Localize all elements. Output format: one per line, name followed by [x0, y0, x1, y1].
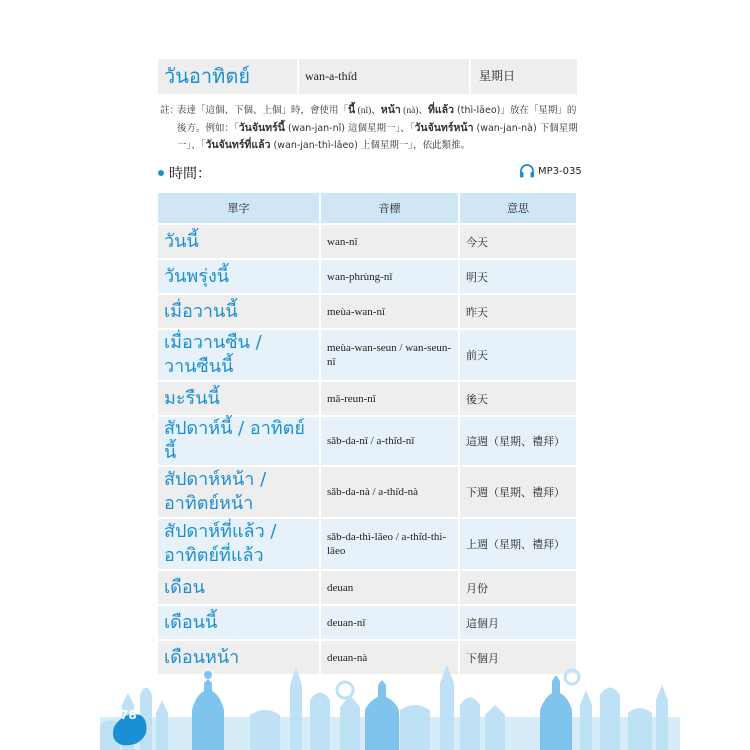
- table-row: [158, 259, 577, 294]
- row-word: สัปดาห์หน้า / อาทิตย์หน้า: [158, 466, 320, 518]
- footer-left-figure: [192, 671, 224, 750]
- note-reading: (nà)、: [400, 106, 428, 116]
- note-reading: (wan-jan-thì-lāeo) 上個星期一」，依此類推。: [270, 140, 471, 151]
- row-reading: meùa-wan-seun / wan-seun-nǐ: [320, 329, 459, 381]
- note-reading: (wan-jan-nà) 下個星期一」、「: [177, 123, 578, 151]
- row-reading: wan-nǐ: [320, 224, 459, 259]
- note-thai-word: หน้า: [380, 104, 401, 116]
- top-row-word: วันอาทิตย์: [164, 64, 251, 88]
- row-meaning: 今天: [459, 224, 577, 259]
- header-reading: 音標: [320, 193, 459, 224]
- headphones-icon: [519, 164, 535, 178]
- thai-temple-silhouette: [100, 655, 680, 750]
- table-row: [158, 518, 577, 570]
- row-meaning: 這個月: [459, 605, 577, 640]
- top-row-reading: wan-a-thi̍d: [297, 59, 469, 94]
- row-reading: wan-phrùng-nǐ: [320, 259, 459, 294]
- section-title-text: 時間：: [169, 166, 211, 182]
- row-reading: deuan-nà: [320, 640, 459, 675]
- table-row: [158, 570, 577, 605]
- table-row: [158, 224, 577, 259]
- row-word: สัปดาห์ที่แล้ว / อาทิตย์ที่แล้ว: [158, 518, 320, 570]
- note-thai-word: ที่แล้ว: [427, 104, 454, 116]
- row-reading: sǎb-da-thì-lāeo / a-thi̍d-thì-lāeo: [320, 518, 459, 570]
- section-title: [158, 163, 211, 183]
- vocabulary-table: [158, 193, 578, 676]
- footer-right-figure: [540, 675, 572, 750]
- table-row: [158, 381, 577, 416]
- footer-center-figure: [365, 680, 399, 750]
- note-reading: (thì-lāeo)」放在「星期」的後方。例如：「: [177, 105, 577, 134]
- row-word: วันนี้: [158, 224, 320, 259]
- top-vocab-row: [158, 59, 577, 94]
- row-reading: deuan: [320, 570, 459, 605]
- row-meaning: 下個月: [459, 640, 577, 675]
- table-row: [158, 329, 577, 381]
- row-meaning: 前天: [459, 329, 577, 381]
- note-thai-word: วันจันทร์ที่แล้ว: [205, 139, 271, 151]
- row-word: วันพรุ่งนี้: [158, 259, 320, 294]
- header-word: 單字: [158, 193, 320, 224]
- row-word: เดือนนี้: [158, 605, 320, 640]
- row-word: มะรืนนี้: [158, 381, 320, 416]
- audio-track-label[interactable]: [519, 164, 582, 178]
- note-reading: (wan-jan-nǐ) 這個星期一」、「: [284, 123, 415, 134]
- row-word: เดือน: [158, 570, 320, 605]
- note-thai-word: วันจันทร์นี้: [238, 122, 285, 134]
- table-row: [158, 294, 577, 329]
- row-word: เดือนหน้า: [158, 640, 320, 675]
- row-meaning: 後天: [459, 381, 577, 416]
- note-paragraph: [160, 102, 580, 154]
- bullet-icon: [158, 170, 164, 176]
- row-reading: deuan-nǐ: [320, 605, 459, 640]
- note-prefix: 註：: [160, 105, 180, 116]
- table-header-row: [158, 193, 577, 224]
- table-row: [158, 466, 577, 518]
- note-body: [177, 102, 580, 154]
- note-text: 表達「這個、下個、上個」時，會使用「: [177, 105, 349, 116]
- row-meaning: 下週（星期、禮拜）: [459, 466, 577, 518]
- row-reading: meùa-wan-nǐ: [320, 294, 459, 329]
- row-word: เมื่อวานซืน / วานซืนนี้: [158, 329, 320, 381]
- table-row: [158, 605, 577, 640]
- footer-right-cluster: [400, 665, 505, 750]
- row-reading: sǎb-da-nǐ / a-thi̍d-nǐ: [320, 416, 459, 466]
- audio-track-code: MP3-035: [538, 165, 582, 177]
- row-reading: sǎb-da-nà / a-thi̍d-nà: [320, 466, 459, 518]
- row-meaning: 明天: [459, 259, 577, 294]
- note-thai-word: นี้: [348, 104, 356, 116]
- table-row: [158, 416, 577, 466]
- header-meaning: 意思: [459, 193, 577, 224]
- top-row-meaning: 星期日: [469, 59, 577, 94]
- page-number: 78: [120, 708, 137, 722]
- row-word: เมื่อวานนี้: [158, 294, 320, 329]
- note-thai-word: วันจันทร์หน้า: [414, 122, 474, 134]
- row-meaning: 這週（星期、禮拜）: [459, 416, 577, 466]
- note-reading: (nǐ)、: [355, 106, 381, 116]
- row-word: สัปดาห์นี้ / อาทิตย์นี้: [158, 416, 320, 466]
- row-meaning: 月份: [459, 570, 577, 605]
- row-reading: mā-reun-nǐ: [320, 381, 459, 416]
- row-meaning: 上週（星期、禮拜）: [459, 518, 577, 570]
- row-meaning: 昨天: [459, 294, 577, 329]
